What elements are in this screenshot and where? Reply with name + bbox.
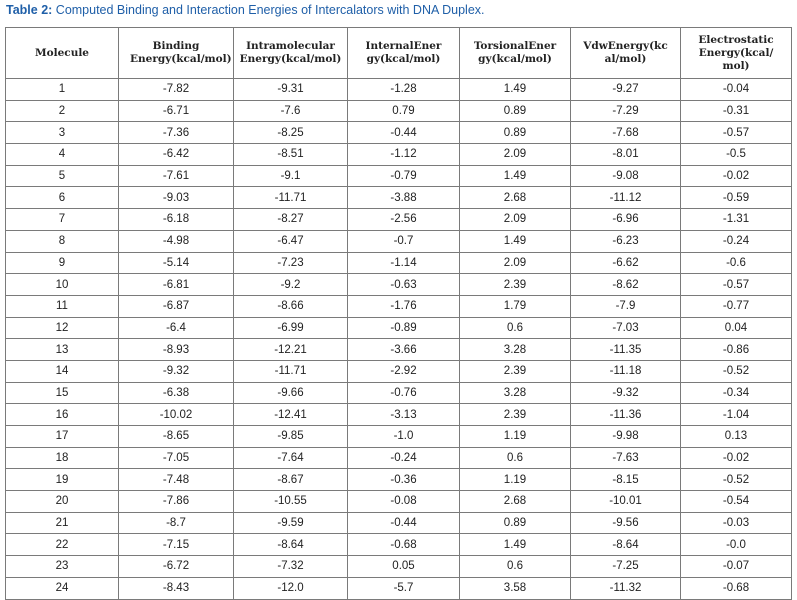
cell-binding-energy: -6.72 bbox=[119, 556, 234, 578]
cell-molecule: 17 bbox=[6, 426, 119, 448]
cell-electrostatic-energy: 0.13 bbox=[681, 426, 792, 448]
cell-molecule: 12 bbox=[6, 317, 119, 339]
cell-internal-energy: -3.88 bbox=[348, 187, 460, 209]
cell-internal-energy: -5.7 bbox=[348, 577, 460, 599]
caption-text: Computed Binding and Interaction Energies of Intercalators with DNA Duplex. bbox=[52, 3, 485, 17]
cell-torsional-energy: 1.49 bbox=[460, 230, 571, 252]
cell-intramolecular-energy: -10.55 bbox=[234, 491, 348, 513]
cell-molecule: 21 bbox=[6, 512, 119, 534]
cell-torsional-energy: 1.19 bbox=[460, 426, 571, 448]
cell-torsional-energy: 0.6 bbox=[460, 447, 571, 469]
table-row bbox=[6, 274, 792, 296]
cell-vdw-energy: -7.29 bbox=[571, 100, 681, 122]
cell-molecule: 7 bbox=[6, 209, 119, 231]
cell-molecule: 3 bbox=[6, 122, 119, 144]
cell-intramolecular-energy: -9.31 bbox=[234, 79, 348, 101]
cell-intramolecular-energy: -8.51 bbox=[234, 144, 348, 166]
table-row bbox=[6, 79, 792, 101]
cell-torsional-energy: 3.28 bbox=[460, 382, 571, 404]
cell-intramolecular-energy: -8.27 bbox=[234, 209, 348, 231]
cell-internal-energy: -0.68 bbox=[348, 534, 460, 556]
header-row bbox=[6, 28, 792, 79]
cell-torsional-energy: 2.09 bbox=[460, 144, 571, 166]
caption-label: Table 2: bbox=[6, 3, 53, 17]
cell-torsional-energy: 3.28 bbox=[460, 339, 571, 361]
cell-molecule: 19 bbox=[6, 469, 119, 491]
cell-intramolecular-energy: -9.66 bbox=[234, 382, 348, 404]
cell-electrostatic-energy: -0.86 bbox=[681, 339, 792, 361]
cell-vdw-energy: -11.32 bbox=[571, 577, 681, 599]
header-vdw-energy: VdwEnergy(kcal/mol) bbox=[571, 28, 681, 79]
cell-molecule: 9 bbox=[6, 252, 119, 274]
cell-vdw-energy: -9.56 bbox=[571, 512, 681, 534]
cell-vdw-energy: -7.68 bbox=[571, 122, 681, 144]
cell-torsional-energy: 2.39 bbox=[460, 360, 571, 382]
cell-vdw-energy: -7.25 bbox=[571, 556, 681, 578]
cell-internal-energy: -3.13 bbox=[348, 404, 460, 426]
table-row bbox=[6, 100, 792, 122]
cell-intramolecular-energy: -11.71 bbox=[234, 187, 348, 209]
cell-binding-energy: -8.7 bbox=[119, 512, 234, 534]
cell-molecule: 10 bbox=[6, 274, 119, 296]
cell-vdw-energy: -9.27 bbox=[571, 79, 681, 101]
cell-molecule: 5 bbox=[6, 165, 119, 187]
cell-internal-energy: -1.14 bbox=[348, 252, 460, 274]
cell-torsional-energy: 0.6 bbox=[460, 317, 571, 339]
cell-intramolecular-energy: -7.32 bbox=[234, 556, 348, 578]
cell-internal-energy: -0.89 bbox=[348, 317, 460, 339]
table-row bbox=[6, 187, 792, 209]
cell-vdw-energy: -8.62 bbox=[571, 274, 681, 296]
cell-binding-energy: -6.42 bbox=[119, 144, 234, 166]
cell-molecule: 23 bbox=[6, 556, 119, 578]
cell-electrostatic-energy: -0.54 bbox=[681, 491, 792, 513]
cell-molecule: 13 bbox=[6, 339, 119, 361]
cell-internal-energy: -0.76 bbox=[348, 382, 460, 404]
cell-torsional-energy: 1.49 bbox=[460, 165, 571, 187]
cell-electrostatic-energy: -0.68 bbox=[681, 577, 792, 599]
cell-intramolecular-energy: -8.66 bbox=[234, 295, 348, 317]
cell-electrostatic-energy: -0.57 bbox=[681, 122, 792, 144]
cell-torsional-energy: 2.39 bbox=[460, 404, 571, 426]
header-internal-energy: InternalEnergy(kcal/mol) bbox=[348, 28, 460, 79]
cell-intramolecular-energy: -9.85 bbox=[234, 426, 348, 448]
cell-binding-energy: -5.14 bbox=[119, 252, 234, 274]
table-row bbox=[6, 252, 792, 274]
cell-electrostatic-energy: -0.57 bbox=[681, 274, 792, 296]
cell-electrostatic-energy: -0.52 bbox=[681, 360, 792, 382]
cell-electrostatic-energy: -1.31 bbox=[681, 209, 792, 231]
table-row bbox=[6, 230, 792, 252]
cell-binding-energy: -6.38 bbox=[119, 382, 234, 404]
cell-internal-energy: 0.05 bbox=[348, 556, 460, 578]
cell-electrostatic-energy: -0.59 bbox=[681, 187, 792, 209]
cell-torsional-energy: 2.39 bbox=[460, 274, 571, 296]
cell-binding-energy: -6.81 bbox=[119, 274, 234, 296]
table-row bbox=[6, 491, 792, 513]
cell-internal-energy: -0.36 bbox=[348, 469, 460, 491]
cell-electrostatic-energy: -0.5 bbox=[681, 144, 792, 166]
table-row bbox=[6, 512, 792, 534]
cell-electrostatic-energy: -0.77 bbox=[681, 295, 792, 317]
cell-internal-energy: -0.44 bbox=[348, 122, 460, 144]
cell-electrostatic-energy: -0.0 bbox=[681, 534, 792, 556]
cell-electrostatic-energy: -0.34 bbox=[681, 382, 792, 404]
cell-electrostatic-energy: -0.04 bbox=[681, 79, 792, 101]
cell-internal-energy: -0.24 bbox=[348, 447, 460, 469]
cell-vdw-energy: -6.62 bbox=[571, 252, 681, 274]
cell-internal-energy: -3.66 bbox=[348, 339, 460, 361]
cell-electrostatic-energy: -0.02 bbox=[681, 165, 792, 187]
cell-intramolecular-energy: -7.6 bbox=[234, 100, 348, 122]
cell-binding-energy: -8.65 bbox=[119, 426, 234, 448]
cell-electrostatic-energy: -0.24 bbox=[681, 230, 792, 252]
cell-vdw-energy: -6.96 bbox=[571, 209, 681, 231]
cell-molecule: 11 bbox=[6, 295, 119, 317]
cell-torsional-energy: 1.49 bbox=[460, 534, 571, 556]
cell-molecule: 8 bbox=[6, 230, 119, 252]
cell-torsional-energy: 3.58 bbox=[460, 577, 571, 599]
cell-vdw-energy: -7.9 bbox=[571, 295, 681, 317]
cell-binding-energy: -10.02 bbox=[119, 404, 234, 426]
cell-internal-energy: -2.56 bbox=[348, 209, 460, 231]
table-row bbox=[6, 144, 792, 166]
cell-torsional-energy: 1.49 bbox=[460, 79, 571, 101]
cell-vdw-energy: -11.35 bbox=[571, 339, 681, 361]
cell-molecule: 1 bbox=[6, 79, 119, 101]
table-row bbox=[6, 534, 792, 556]
table-row bbox=[6, 556, 792, 578]
cell-binding-energy: -6.4 bbox=[119, 317, 234, 339]
cell-torsional-energy: 2.09 bbox=[460, 209, 571, 231]
cell-intramolecular-energy: -7.64 bbox=[234, 447, 348, 469]
header-binding-energy: Binding Energy(kcal/mol) bbox=[119, 28, 234, 79]
cell-electrostatic-energy: -0.6 bbox=[681, 252, 792, 274]
cell-binding-energy: -8.93 bbox=[119, 339, 234, 361]
cell-binding-energy: -8.43 bbox=[119, 577, 234, 599]
cell-internal-energy: -1.0 bbox=[348, 426, 460, 448]
cell-binding-energy: -9.03 bbox=[119, 187, 234, 209]
header-torsional-energy: TorsionalEnergy(kcal/mol) bbox=[460, 28, 571, 79]
cell-internal-energy: -0.63 bbox=[348, 274, 460, 296]
cell-binding-energy: -7.61 bbox=[119, 165, 234, 187]
cell-vdw-energy: -9.32 bbox=[571, 382, 681, 404]
cell-intramolecular-energy: -9.1 bbox=[234, 165, 348, 187]
cell-molecule: 2 bbox=[6, 100, 119, 122]
cell-electrostatic-energy: -0.02 bbox=[681, 447, 792, 469]
cell-intramolecular-energy: -7.23 bbox=[234, 252, 348, 274]
cell-molecule: 4 bbox=[6, 144, 119, 166]
cell-electrostatic-energy: -0.03 bbox=[681, 512, 792, 534]
cell-binding-energy: -7.86 bbox=[119, 491, 234, 513]
cell-intramolecular-energy: -12.0 bbox=[234, 577, 348, 599]
cell-electrostatic-energy: 0.04 bbox=[681, 317, 792, 339]
cell-vdw-energy: -11.36 bbox=[571, 404, 681, 426]
cell-vdw-energy: -11.18 bbox=[571, 360, 681, 382]
header-electrostatic-energy: ElectrostaticEnergy(kcal/mol) bbox=[681, 28, 792, 79]
cell-electrostatic-energy: -0.52 bbox=[681, 469, 792, 491]
cell-vdw-energy: -7.03 bbox=[571, 317, 681, 339]
table-row bbox=[6, 122, 792, 144]
cell-torsional-energy: 2.68 bbox=[460, 187, 571, 209]
cell-intramolecular-energy: -8.25 bbox=[234, 122, 348, 144]
cell-internal-energy: -0.44 bbox=[348, 512, 460, 534]
cell-electrostatic-energy: -1.04 bbox=[681, 404, 792, 426]
cell-binding-energy: -7.05 bbox=[119, 447, 234, 469]
cell-binding-energy: -4.98 bbox=[119, 230, 234, 252]
cell-vdw-energy: -8.01 bbox=[571, 144, 681, 166]
cell-molecule: 22 bbox=[6, 534, 119, 556]
header-intramolecular-energy: Intramolecular Energy(kcal/mol) bbox=[234, 28, 348, 79]
cell-intramolecular-energy: -8.64 bbox=[234, 534, 348, 556]
cell-torsional-energy: 2.68 bbox=[460, 491, 571, 513]
cell-intramolecular-energy: -12.21 bbox=[234, 339, 348, 361]
cell-torsional-energy: 0.89 bbox=[460, 122, 571, 144]
cell-torsional-energy: 0.6 bbox=[460, 556, 571, 578]
cell-internal-energy: -1.28 bbox=[348, 79, 460, 101]
cell-molecule: 20 bbox=[6, 491, 119, 513]
cell-torsional-energy: 0.89 bbox=[460, 512, 571, 534]
cell-internal-energy: -2.92 bbox=[348, 360, 460, 382]
cell-electrostatic-energy: -0.31 bbox=[681, 100, 792, 122]
cell-binding-energy: -6.18 bbox=[119, 209, 234, 231]
cell-intramolecular-energy: -6.47 bbox=[234, 230, 348, 252]
energies-table bbox=[5, 27, 792, 600]
cell-binding-energy: -7.82 bbox=[119, 79, 234, 101]
cell-binding-energy: -7.15 bbox=[119, 534, 234, 556]
cell-torsional-energy: 2.09 bbox=[460, 252, 571, 274]
cell-vdw-energy: -8.15 bbox=[571, 469, 681, 491]
cell-binding-energy: -9.32 bbox=[119, 360, 234, 382]
table-row bbox=[6, 360, 792, 382]
cell-intramolecular-energy: -8.67 bbox=[234, 469, 348, 491]
table-row bbox=[6, 577, 792, 599]
table-row bbox=[6, 295, 792, 317]
cell-molecule: 15 bbox=[6, 382, 119, 404]
cell-molecule: 6 bbox=[6, 187, 119, 209]
cell-molecule: 16 bbox=[6, 404, 119, 426]
cell-intramolecular-energy: -11.71 bbox=[234, 360, 348, 382]
table-row bbox=[6, 447, 792, 469]
cell-vdw-energy: -9.08 bbox=[571, 165, 681, 187]
cell-intramolecular-energy: -12.41 bbox=[234, 404, 348, 426]
cell-internal-energy: -0.79 bbox=[348, 165, 460, 187]
table-row bbox=[6, 426, 792, 448]
table-row bbox=[6, 165, 792, 187]
table-row bbox=[6, 209, 792, 231]
cell-binding-energy: -6.71 bbox=[119, 100, 234, 122]
table-row bbox=[6, 339, 792, 361]
cell-torsional-energy: 1.79 bbox=[460, 295, 571, 317]
cell-binding-energy: -7.36 bbox=[119, 122, 234, 144]
cell-internal-energy: -1.76 bbox=[348, 295, 460, 317]
cell-internal-energy: 0.79 bbox=[348, 100, 460, 122]
table-row bbox=[6, 317, 792, 339]
cell-internal-energy: -0.7 bbox=[348, 230, 460, 252]
cell-vdw-energy: -7.63 bbox=[571, 447, 681, 469]
header-molecule: Molecule bbox=[6, 28, 119, 79]
cell-electrostatic-energy: -0.07 bbox=[681, 556, 792, 578]
cell-intramolecular-energy: -9.2 bbox=[234, 274, 348, 296]
cell-vdw-energy: -9.98 bbox=[571, 426, 681, 448]
cell-vdw-energy: -6.23 bbox=[571, 230, 681, 252]
table-row bbox=[6, 469, 792, 491]
cell-molecule: 14 bbox=[6, 360, 119, 382]
cell-intramolecular-energy: -9.59 bbox=[234, 512, 348, 534]
cell-internal-energy: -1.12 bbox=[348, 144, 460, 166]
cell-molecule: 24 bbox=[6, 577, 119, 599]
cell-vdw-energy: -11.12 bbox=[571, 187, 681, 209]
cell-torsional-energy: 1.19 bbox=[460, 469, 571, 491]
table-row bbox=[6, 404, 792, 426]
cell-binding-energy: -6.87 bbox=[119, 295, 234, 317]
table-row bbox=[6, 382, 792, 404]
cell-intramolecular-energy: -6.99 bbox=[234, 317, 348, 339]
cell-vdw-energy: -8.64 bbox=[571, 534, 681, 556]
cell-internal-energy: -0.08 bbox=[348, 491, 460, 513]
table-caption bbox=[6, 3, 485, 17]
cell-molecule: 18 bbox=[6, 447, 119, 469]
cell-torsional-energy: 0.89 bbox=[460, 100, 571, 122]
cell-vdw-energy: -10.01 bbox=[571, 491, 681, 513]
cell-binding-energy: -7.48 bbox=[119, 469, 234, 491]
